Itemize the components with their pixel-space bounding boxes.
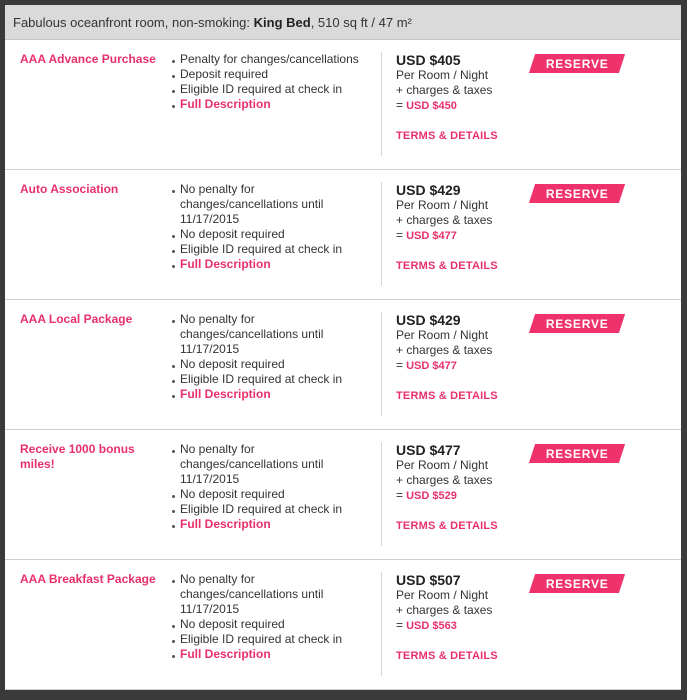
full-description-link[interactable]: Full Description [170, 97, 370, 112]
charges-label: + charges & taxes [396, 603, 493, 617]
reserve-label: RESERVE [545, 186, 609, 201]
feature-item: No penalty for changes/cancellations until 11/17/2015 [170, 312, 370, 357]
price-block [396, 182, 526, 244]
feature-item: No deposit required [170, 227, 370, 242]
total-value: USD $477 [406, 230, 457, 242]
total-price [396, 488, 526, 504]
rate-row [5, 430, 681, 560]
per-room-label: Per Room / Night [396, 198, 489, 212]
nightly-price: USD $477 [396, 442, 461, 458]
column-divider [381, 182, 382, 286]
feature-item: Eligible ID required at check in [170, 632, 370, 647]
nightly-price: USD $429 [396, 182, 461, 198]
terms-details-link[interactable]: TERMS & DETAILS [396, 390, 498, 402]
feature-item: Deposit required [170, 67, 370, 82]
charges-label: + charges & taxes [396, 213, 493, 227]
total-price [396, 98, 526, 114]
reserve-button[interactable] [529, 54, 625, 73]
terms-details-link[interactable]: TERMS & DETAILS [396, 520, 498, 532]
price-block [396, 312, 526, 374]
equals-sign: = [396, 228, 404, 242]
total-value: USD $563 [406, 620, 457, 632]
reserve-label: RESERVE [545, 576, 609, 591]
room-rates-panel [5, 5, 681, 690]
feature-item: No deposit required [170, 617, 370, 632]
nightly-price: USD $405 [396, 52, 461, 68]
total-value: USD $529 [406, 490, 457, 502]
room-header [5, 5, 681, 40]
rate-name: Receive 1000 bonus miles! [20, 442, 135, 471]
per-room-label: Per Room / Night [396, 68, 489, 82]
nightly-price: USD $429 [396, 312, 461, 328]
reserve-label: RESERVE [545, 446, 609, 461]
feature-item: Eligible ID required at check in [170, 502, 370, 517]
nightly-price: USD $507 [396, 572, 461, 588]
feature-item: No deposit required [170, 487, 370, 502]
rate-row [5, 170, 681, 300]
column-divider [381, 312, 382, 416]
terms-details-link[interactable]: TERMS & DETAILS [396, 260, 498, 272]
feature-item: Penalty for changes/cancellations [170, 52, 370, 67]
reserve-button[interactable] [529, 314, 625, 333]
rate-name: AAA Advance Purchase [20, 52, 156, 66]
per-room-label: Per Room / Night [396, 458, 489, 472]
full-description-link[interactable]: Full Description [170, 647, 370, 662]
equals-sign: = [396, 98, 404, 112]
reserve-button[interactable] [529, 184, 625, 203]
room-description: Fabulous oceanfront room, non-smoking: [13, 15, 251, 30]
equals-sign: = [396, 618, 404, 632]
per-room-label: Per Room / Night [396, 328, 489, 342]
column-divider [381, 52, 382, 156]
rate-name: AAA Breakfast Package [20, 572, 156, 586]
total-price [396, 618, 526, 634]
full-description-link[interactable]: Full Description [170, 387, 370, 402]
equals-sign: = [396, 358, 404, 372]
price-block [396, 572, 526, 634]
rate-features [170, 572, 370, 662]
charges-label: + charges & taxes [396, 83, 493, 97]
rate-name: AAA Local Package [20, 312, 133, 326]
total-value: USD $477 [406, 360, 457, 372]
feature-item: No penalty for changes/cancellations until 11/17/2015 [170, 572, 370, 617]
rate-features [170, 52, 370, 112]
reserve-label: RESERVE [545, 316, 609, 331]
feature-item: No deposit required [170, 357, 370, 372]
rate-row [5, 300, 681, 430]
feature-item: Eligible ID required at check in [170, 82, 370, 97]
reserve-button[interactable] [529, 444, 625, 463]
rate-features [170, 442, 370, 532]
rate-row [5, 560, 681, 690]
price-block [396, 52, 526, 114]
charges-label: + charges & taxes [396, 343, 493, 357]
equals-sign: = [396, 488, 404, 502]
total-price [396, 358, 526, 374]
per-room-label: Per Room / Night [396, 588, 489, 602]
charges-label: + charges & taxes [396, 473, 493, 487]
feature-item: Eligible ID required at check in [170, 372, 370, 387]
total-price [396, 228, 526, 244]
terms-details-link[interactable]: TERMS & DETAILS [396, 650, 498, 662]
reserve-button[interactable] [529, 574, 625, 593]
rate-features [170, 312, 370, 402]
column-divider [381, 572, 382, 676]
bed-type: King Bed [253, 15, 311, 30]
reserve-label: RESERVE [545, 56, 609, 71]
terms-details-link[interactable]: TERMS & DETAILS [396, 130, 498, 142]
feature-item: Eligible ID required at check in [170, 242, 370, 257]
price-block [396, 442, 526, 504]
full-description-link[interactable]: Full Description [170, 257, 370, 272]
column-divider [381, 442, 382, 546]
room-size: , 510 sq ft / 47 m² [310, 15, 412, 30]
feature-item: No penalty for changes/cancellations until 11/17/2015 [170, 182, 370, 227]
rate-features [170, 182, 370, 272]
rate-name: Auto Association [20, 182, 119, 196]
total-value: USD $450 [406, 100, 457, 112]
feature-item: No penalty for changes/cancellations until 11/17/2015 [170, 442, 370, 487]
full-description-link[interactable]: Full Description [170, 517, 370, 532]
rate-row [5, 40, 681, 170]
